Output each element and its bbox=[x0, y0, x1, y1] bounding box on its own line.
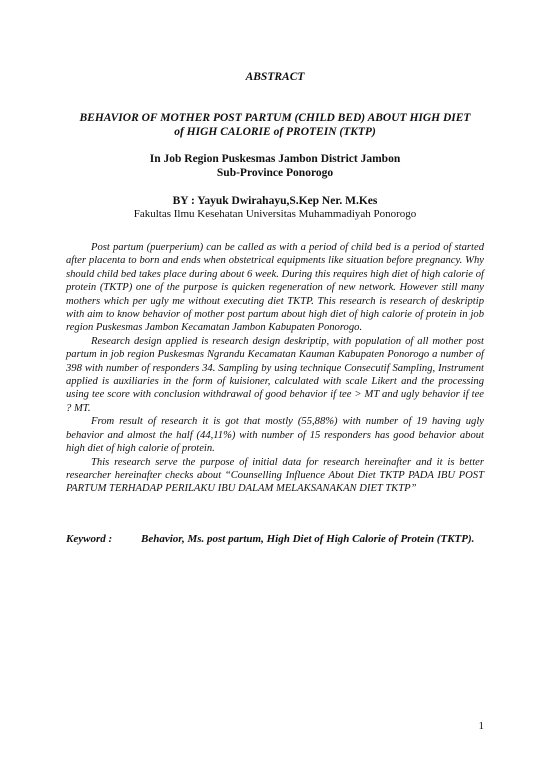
paper-title-line-2: of HIGH CALORIE of PROTEIN (TKTP) bbox=[174, 126, 376, 138]
abstract-paragraph-1: Post partum (puerperium) can be called as with a period of child bed is a period of started after placenta to born and ends when obstetrical equipments like situation before pregnancy. Why should child bed takes place during about 6 week. During this requires high diet of high calorie of protein (TKTP) one of the purpose is quicken regeneration of new network. However still many mothers which per ugly me without executing diet TKTP. This research is research of deskriptip with aim to know behavior of mother post partum about high diet of high calorie of protein in job region Puskesmas Jambon Kecamatan Jambon Kabupaten Ponorogo. bbox=[66, 242, 484, 334]
keywords-label: Keyword : bbox=[66, 533, 113, 545]
keywords-block bbox=[66, 532, 484, 546]
author-line: BY : Yayuk Dwirahayu,S.Kep Ner. M.Kes bbox=[172, 195, 378, 207]
study-region-line-2: Sub-Province Ponorogo bbox=[216, 167, 334, 179]
page-number: 1 bbox=[478, 720, 484, 732]
abstract-paragraph-2: Research design applied is research design deskriptip, with population of all mother post partum in job region Puskesmas Ngrandu Kecamatan Kauman Kabupaten Ponorogo a number of 398 with number of responders 34. Sampling by using technique Consecutif Sampling, Instrument applied is auxiliaries in the form of kuisioner, calculated with scale Likert and the processing using tee score with conclusion withdrawal of good behavior if tee > MT and ugly behavior if tee ? MT. bbox=[66, 335, 484, 414]
abstract-paragraph-4: This research serve the purpose of initial data for research hereinafter and it is better researcher hereinafter checks about “Counselling Influence About Diet TKTP PADA IBU POST PARTUM TERHADAP PERILAKU IBU DALAM MELAKSANAKAN DIET TKTP” bbox=[66, 456, 484, 495]
study-region-line-1: In Job Region Puskesmas Jambon District Jambon bbox=[149, 153, 401, 165]
abstract-heading: ABSTRACT bbox=[245, 71, 305, 83]
paper-title bbox=[60, 111, 490, 139]
paper-title-line-1: BEHAVIOR OF MOTHER POST PARTUM (CHILD BED) ABOUT HIGH DIET bbox=[79, 112, 471, 124]
abstract-paragraph-3: From result of research it is got that mostly (55,88%) with number of 19 having ugly behavior and almost the half (44,11%) with number of 15 responders has good behavior about high diet of high calorie of protein. bbox=[66, 416, 484, 455]
affiliation-line: Fakultas Ilmu Kesehatan Universitas Muhammadiyah Ponorogo bbox=[133, 208, 417, 220]
keywords-text: Behavior, Ms. post partum, High Diet of High Calorie of Protein (TKTP). bbox=[141, 533, 475, 545]
study-region bbox=[60, 152, 490, 180]
abstract-body bbox=[66, 241, 484, 496]
